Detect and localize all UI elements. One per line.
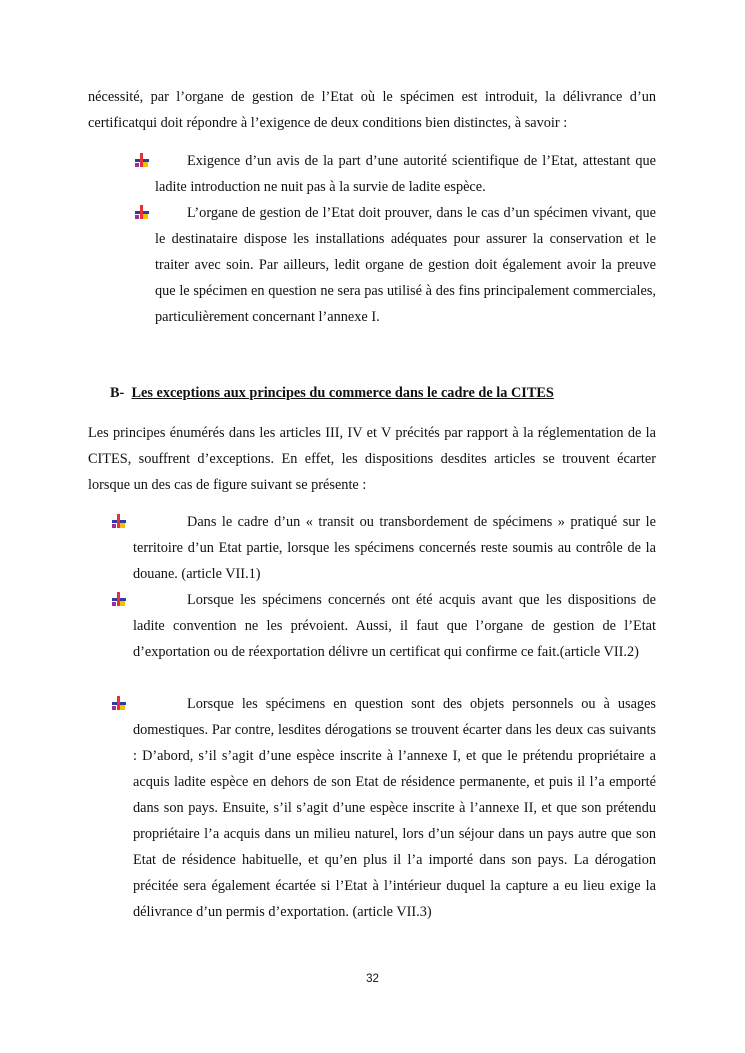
intro-paragraph: nécessité, par l’organe de gestion de l’Etat où le spécimen est introduit, la délivrance d’un certificatqui doit répondre à l’exigence de deux conditions bien distinctes, à savoir :	[88, 89, 656, 131]
exception-item: Lorsque les spécimens en question sont des objets personnels ou à usages domestiques. Par contre, lesdites dérogations se trouvent écarter dans les deux cas suivants : D’abord, s’il s’agit d’une espèce inscrite à l’annexe I, et que le prétendu propriétaire a acquis ladite espèce en dehors de son Etat de résidence permanente, et puis il l’a emporté dans son pays. Ensuite, s’il s’agit d’une espèce inscrite à l’annexe II, et que son prétendu propriétaire l’a acquis dans un milieu naturel, lors d’un séjour dans un pays autre que son Etat de résidence habituelle, et qu’en plus il l’a importé dans son pays. La dérogation précitée sera également écartée si l’Etat à l’intérieur duquel la capture a eu lieu exige la délivrance d’un permis d’exportation. (article VII.3)	[133, 696, 656, 920]
bullet-marker-icon	[112, 514, 126, 528]
exception-item: Lorsque les spécimens concernés ont été acquis avant que les dispositions de ladite convention ne les prévoient. Aussi, il faut que l’organe de gestion de l’Etat d’exportation ou de réexportation délivre un certificat qui confirme ce fait.(article VII.2)	[133, 592, 656, 660]
page-number: 32	[366, 973, 379, 985]
bullet-marker-icon	[135, 205, 149, 219]
exception-item: Dans le cadre d’un « transit ou transbordement de spécimens » pratiqué sur le territoire d’un Etat partie, lorsque les spécimens concernés reste soumis au contrôle de la douane. (article VII.1)	[133, 514, 656, 582]
bullet-marker-icon	[112, 592, 126, 606]
condition-item: L’organe de gestion de l’Etat doit prouver, dans le cas d’un spécimen vivant, que le destinataire dispose les installations adéquates pour assurer la conservation et le traiter avec soin. Par ailleurs, ledit organe de gestion doit également avoir la preuve que le spécimen en question ne sera pas utilisé à des fins principalement commerciales, particulièrement concernant l’annexe I.	[155, 205, 656, 325]
bullet-marker-icon	[135, 153, 149, 167]
section-paragraph: Les principes énumérés dans les articles III, IV et V précités par rapport à la réglementation de la CITES, souffrent d’exceptions. En effet, les dispositions desdites articles se trouvent écarter lorsque un des cas de figure suivant se présente :	[88, 425, 656, 493]
bullet-marker-icon	[112, 696, 126, 710]
section-heading: B- Les exceptions aux principes du commerce dans le cadre de la CITES	[110, 385, 554, 401]
condition-item: Exigence d’un avis de la part d’une autorité scientifique de l’Etat, attestant que ladite introduction ne nuit pas à la survie de ladite espèce.	[155, 153, 656, 195]
